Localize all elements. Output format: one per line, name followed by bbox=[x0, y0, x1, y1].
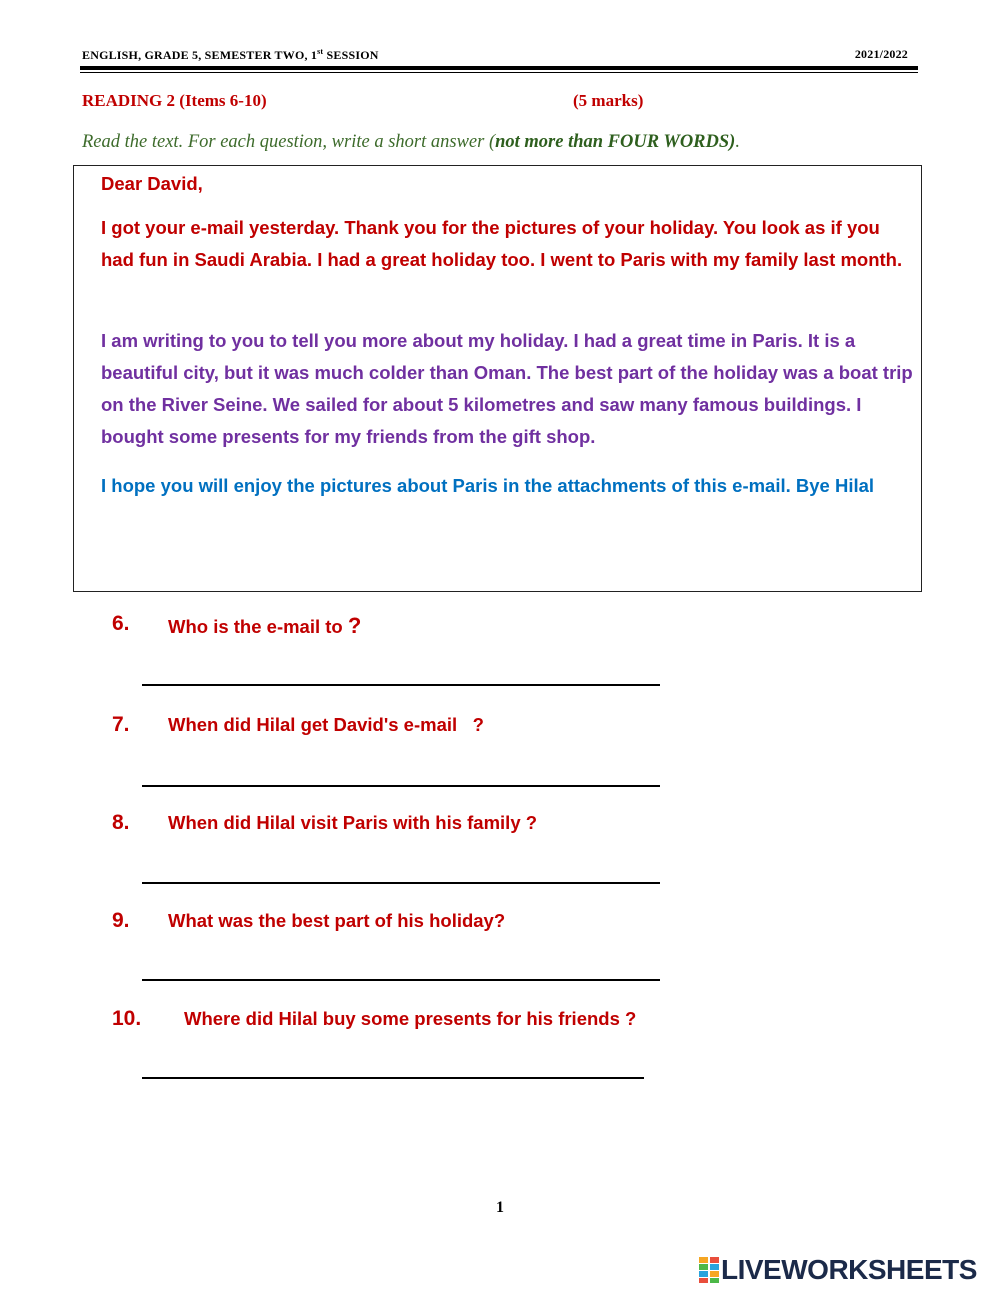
question-7-text: When did Hilal get David's e-mail ? bbox=[168, 714, 484, 735]
email-paragraph-1: I got your e-mail yesterday. Thank you for the pictures of your holiday. You look as if you had fun in Saudi Arabia. I had a great holiday too. I went to Paris with my family last month. bbox=[101, 217, 903, 270]
answer-line-7[interactable] bbox=[142, 785, 660, 787]
question-8-text: When did Hilal visit Paris with his family ? bbox=[168, 812, 538, 833]
question-9-number: 9. bbox=[112, 909, 130, 932]
answer-line-8[interactable] bbox=[142, 882, 660, 884]
question-6-number: 6. bbox=[112, 612, 130, 635]
question-8-number: 8. bbox=[112, 811, 130, 834]
section-title: READING 2 (Items 6-10) bbox=[82, 91, 267, 110]
header-subject: ENGLISH, GRADE 5, SEMESTER TWO, 1st SESSION bbox=[82, 47, 379, 62]
question-10-number: 10. bbox=[112, 1007, 142, 1030]
question-7-number: 7. bbox=[112, 713, 130, 736]
liveworksheets-logo-icon bbox=[699, 1257, 719, 1283]
liveworksheets-logo-text: LIVEWORKSHEETS bbox=[721, 1254, 977, 1285]
section-marks: (5 marks) bbox=[573, 91, 644, 110]
header-rule-thick bbox=[80, 66, 918, 70]
header-year: 2021/2022 bbox=[854, 47, 908, 61]
liveworksheets-logo bbox=[699, 1255, 977, 1285]
email-greeting: Dear David, bbox=[101, 173, 203, 194]
instruction-emphasis: not more than FOUR WORDS) bbox=[495, 132, 736, 152]
email-paragraph-2: I am writing to you to tell you more about my holiday. I had a great time in Paris. It is a beautiful city, but it was much colder than Oman. The best part of the holiday was a boat trip on the River Seine. We sailed for about 5 kilometres and saw many famous buildings. I bought some presents for my friends from the gift shop. bbox=[101, 330, 913, 447]
answer-line-9[interactable] bbox=[142, 979, 660, 981]
question-6-text: Who is the e-mail to ? bbox=[168, 613, 362, 638]
email-paragraph-3: I hope you will enjoy the pictures about Paris in the attachments of this e-mail. Bye Hilal bbox=[101, 475, 875, 496]
answer-line-6[interactable] bbox=[142, 684, 660, 686]
answer-line-10[interactable] bbox=[142, 1077, 644, 1079]
instruction: Read the text. For each question, write a short answer (not more than FOUR WORDS). bbox=[82, 132, 740, 152]
question-10-text: Where did Hilal buy some presents for his friends ? bbox=[184, 1008, 637, 1029]
page-number: 1 bbox=[496, 1199, 504, 1216]
question-9-text: What was the best part of his holiday? bbox=[168, 910, 506, 931]
header-rule-thin bbox=[80, 72, 918, 73]
